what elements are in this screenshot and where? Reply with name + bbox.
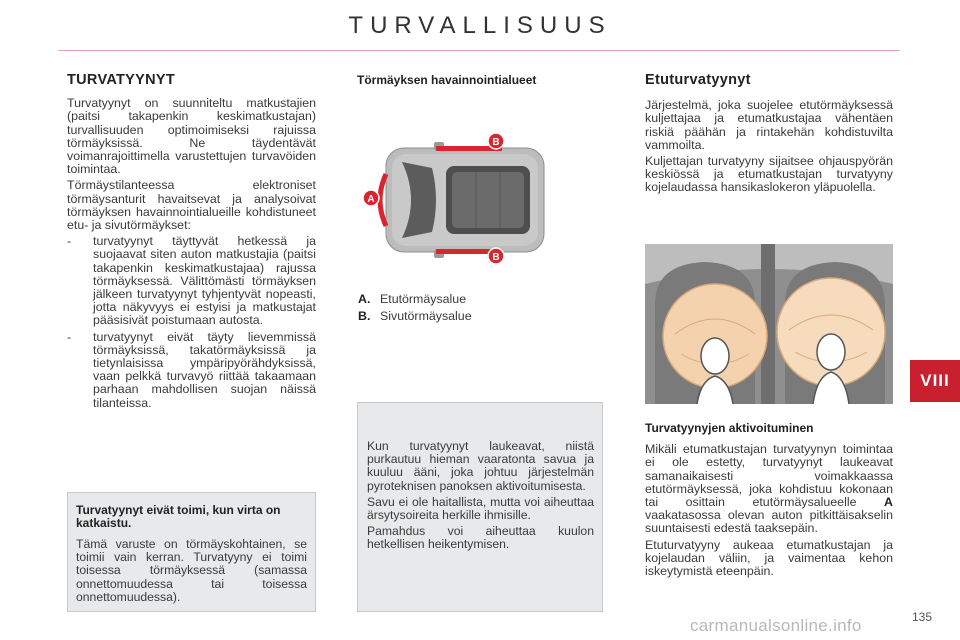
info-box-hearing: Pamahdus voi aiheuttaa kuulon hetkellisen heikentymisen. — [367, 524, 594, 552]
list-item: - turvatyynyt täyttyvät hetkessä ja suojaavat siten auton matkustajia (paitsi takapenkin keskimatkustajaa) rajussa törmäyksessä. Välittömästi törmäyksen jälkeen turvatyynyt tyhjentyvät nopeasti, jotta näkyvyys ei estyisi ja matkustajat pääsisivät poistumaan autosta. — [67, 234, 316, 328]
intro-paragraph: Turvatyynyt on suunniteltu matkustajien (paitsi takapenkin keskimatkustajan) turvallisuuden optimoimiseksi rajuissa törmäyksissä. Ne täydentävät voimanrajoittimella varustettujen turvavöiden toimintaa. — [67, 96, 316, 177]
info-box-irritation: Savu ei ole haitallista, mutta voi aiheuttaa ärsytysoireita herkille ihmisille. — [367, 494, 594, 523]
section-heading-turvatyynyt: TURVATYYNYT — [67, 72, 176, 88]
warning-box-heading: Turvatyynyt eivät toimi, kun virta on katkaistu. — [76, 503, 281, 530]
activation-heading: Turvatyynyjen aktivoituminen — [645, 421, 814, 435]
title-divider — [58, 50, 900, 51]
section-heading-etuturvatyynyt: Etuturvatyynyt — [645, 72, 751, 88]
passenger-airbag-paragraph: Etuturvatyyny aukeaa etumatkustajan ja kojelaudan väliin, ja vaimentaa kehon iskeytymistä eteenpäin. — [645, 537, 893, 579]
watermark: carmanualsonline.info — [690, 616, 862, 635]
car-detection-zones-diagram — [356, 120, 556, 280]
right-column-top — [645, 74, 893, 198]
list-item: - turvatyynyt eivät täyty lievemmissä törmäyksissä, takatörmäyksissä ja tietynlaisissa ympäripyörähdyksissä, vaan pelkkä turvavyö riittää takaamaan parhaan mahdollisen suojan näissä tilanteissa. — [67, 329, 316, 410]
info-box-deployment — [357, 402, 603, 612]
front-airbags-illustration — [645, 244, 893, 404]
right-column-bottom — [645, 422, 893, 581]
front-airbag-paragraph: Järjestelmä, joka suojelee etutörmäyksessä kuljettajaa ja etumatkustajaa vähentäen riskiä päähän ja rintakehän kohdistuvilta vammoilta. — [645, 98, 893, 152]
detection-paragraph: Törmäystilanteessa elektroniset törmäysanturit havaitsevat ja analysoivat törmäyksen havainnointialueille kohdistuneet etu- ja sivutörmäykset: — [67, 178, 316, 233]
legend-item-b: B. Sivutörmäysalue — [358, 309, 472, 323]
airbag-illustration-svg — [645, 244, 893, 404]
middle-column — [357, 74, 607, 96]
activation-paragraph: Mikäli etumatkustajan turvatyynyn toimintaa ei ole estetty, turvatyynyt laukeavat samanaikaisesti voimakkaassa etutörmäyksessä, joka kohdistuu kokonaan tai osittain etutörmäysalueelle A vaakatasossa olevan auton pitkittäisakselin suuntaisesti edestä taaksepäin. — [645, 442, 893, 536]
zone-legend — [358, 291, 472, 325]
info-box-smoke: Kun turvatyynyt laukeavat, niistä purkautuu hieman vaaratonta savua ja kuuluu ääni, joka johtuu järjestelmän pyroteknisen panoksen aktivoitumisesta. — [367, 439, 594, 493]
warning-box-text: Tämä varuste on törmäyskohtainen, se toimii vain kerran. Turvatyyny ei toimi toisessa törmäyksessä (samassa onnettomuudessa tai toisessa onnettomuudessa). — [76, 537, 307, 604]
zone-b-label-bottom: B — [492, 252, 500, 263]
left-column — [67, 74, 316, 413]
warning-box-power-off — [67, 492, 316, 612]
page-title: TURVALLISUUS — [348, 12, 612, 39]
zone-a-label: A — [367, 194, 375, 205]
detection-zones-heading: Törmäyksen havainnointialueet — [357, 73, 537, 87]
chapter-tab: VIII — [910, 360, 960, 402]
airbag-location-paragraph: Kuljettajan turvatyyny sijaitsee ohjauspyörän keskiössä ja etumatkustajan turvatyyny kojelaudassa hansikaslokeron yläpuolella. — [645, 154, 893, 195]
legend-item-a: A. Etutörmäysalue — [358, 292, 467, 306]
zone-b-label-top: B — [492, 137, 500, 148]
deployment-list — [67, 235, 316, 410]
page-number: 135 — [912, 610, 933, 624]
